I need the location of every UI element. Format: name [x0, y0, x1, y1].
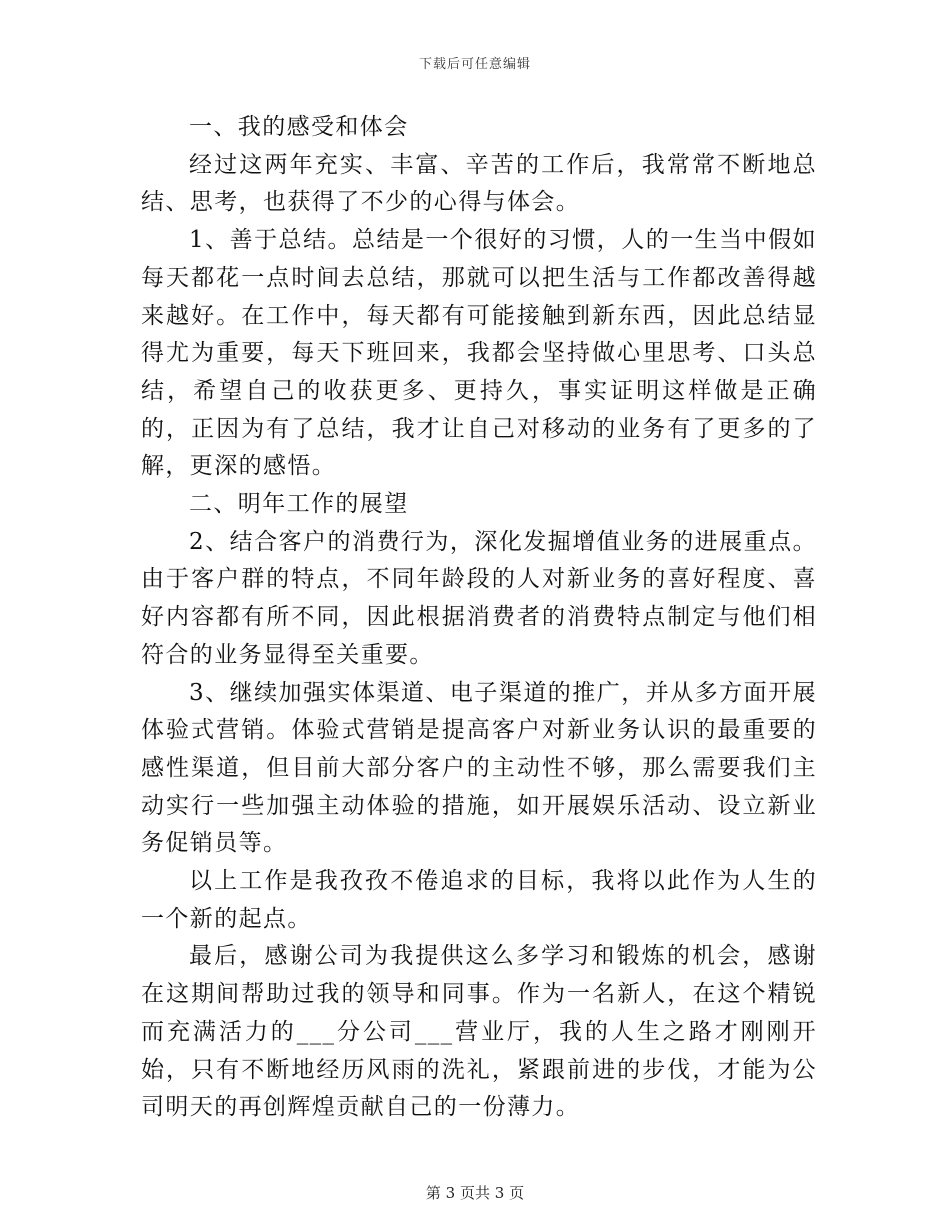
- paragraph-goals: 以上工作是我孜孜不倦追求的目标，我将以此作为人生的一个新的起点。: [141, 868, 817, 932]
- paragraph-intro: 经过这两年充实、丰富、辛苦的工作后，我常常不断地总结、思考，也获得了不少的心得与体会。: [141, 151, 817, 216]
- paragraph-thanks: 最后，感谢公司为我提供这么多学习和锻炼的机会，感谢在这期间帮助过我的领导和同事。作为一名新人，在这个精锐而充满活力的___分公司___营业厅，我的人生之路才刚刚开始，只有不断地经历风雨的洗礼，紧跟前进的步伐，才能为公司明天的再创辉煌贡献自己的一份薄力。: [141, 943, 817, 1121]
- page-header-note: 下载后可任意编辑: [418, 57, 531, 72]
- document-body: [141, 109, 817, 1127]
- paragraph-customer-behavior: 2、结合客户的消费行为，深化发掘增值业务的进展重点。由于客户群的特点，不同年龄段的人对新业务的喜好程度、喜好内容都有所不同，因此根据消费者的消费特点制定与他们相符合的业务显得至关重要。: [141, 528, 817, 668]
- section-heading-feelings: 一、我的感受和体会: [189, 114, 409, 140]
- page-number: 第 3 页共 3 页: [425, 1184, 525, 1202]
- paragraph-summary-habit: 1、善于总结。总结是一个很好的习惯，人的一生当中假如每天都花一点时间去总结，那就可以把生活与工作都改善得越来越好。在工作中，每天都有可能接触到新东西，因此总结显得尤为重要，每天下班回来，我都会坚持做心里思考、口头总结，希望自己的收获更多、更持久，事实证明这样做是正确的，正因为有了总结，我才让自己对移动的业务有了更多的了解，更深的感悟。: [141, 227, 817, 480]
- section-heading-outlook: 二、明年工作的展望: [189, 491, 409, 518]
- paragraph-channel-promotion: 3、继续加强实体渠道、电子渠道的推广，并从多方面开展体验式营销。体验式营销是提高客户对新业务认识的最重要的感性渠道，但目前大部分客户的主动性不够，那么需要我们主动实行一些加强主动体验的措施，如开展娱乐活动、设立新业务促销员等。: [141, 679, 817, 857]
